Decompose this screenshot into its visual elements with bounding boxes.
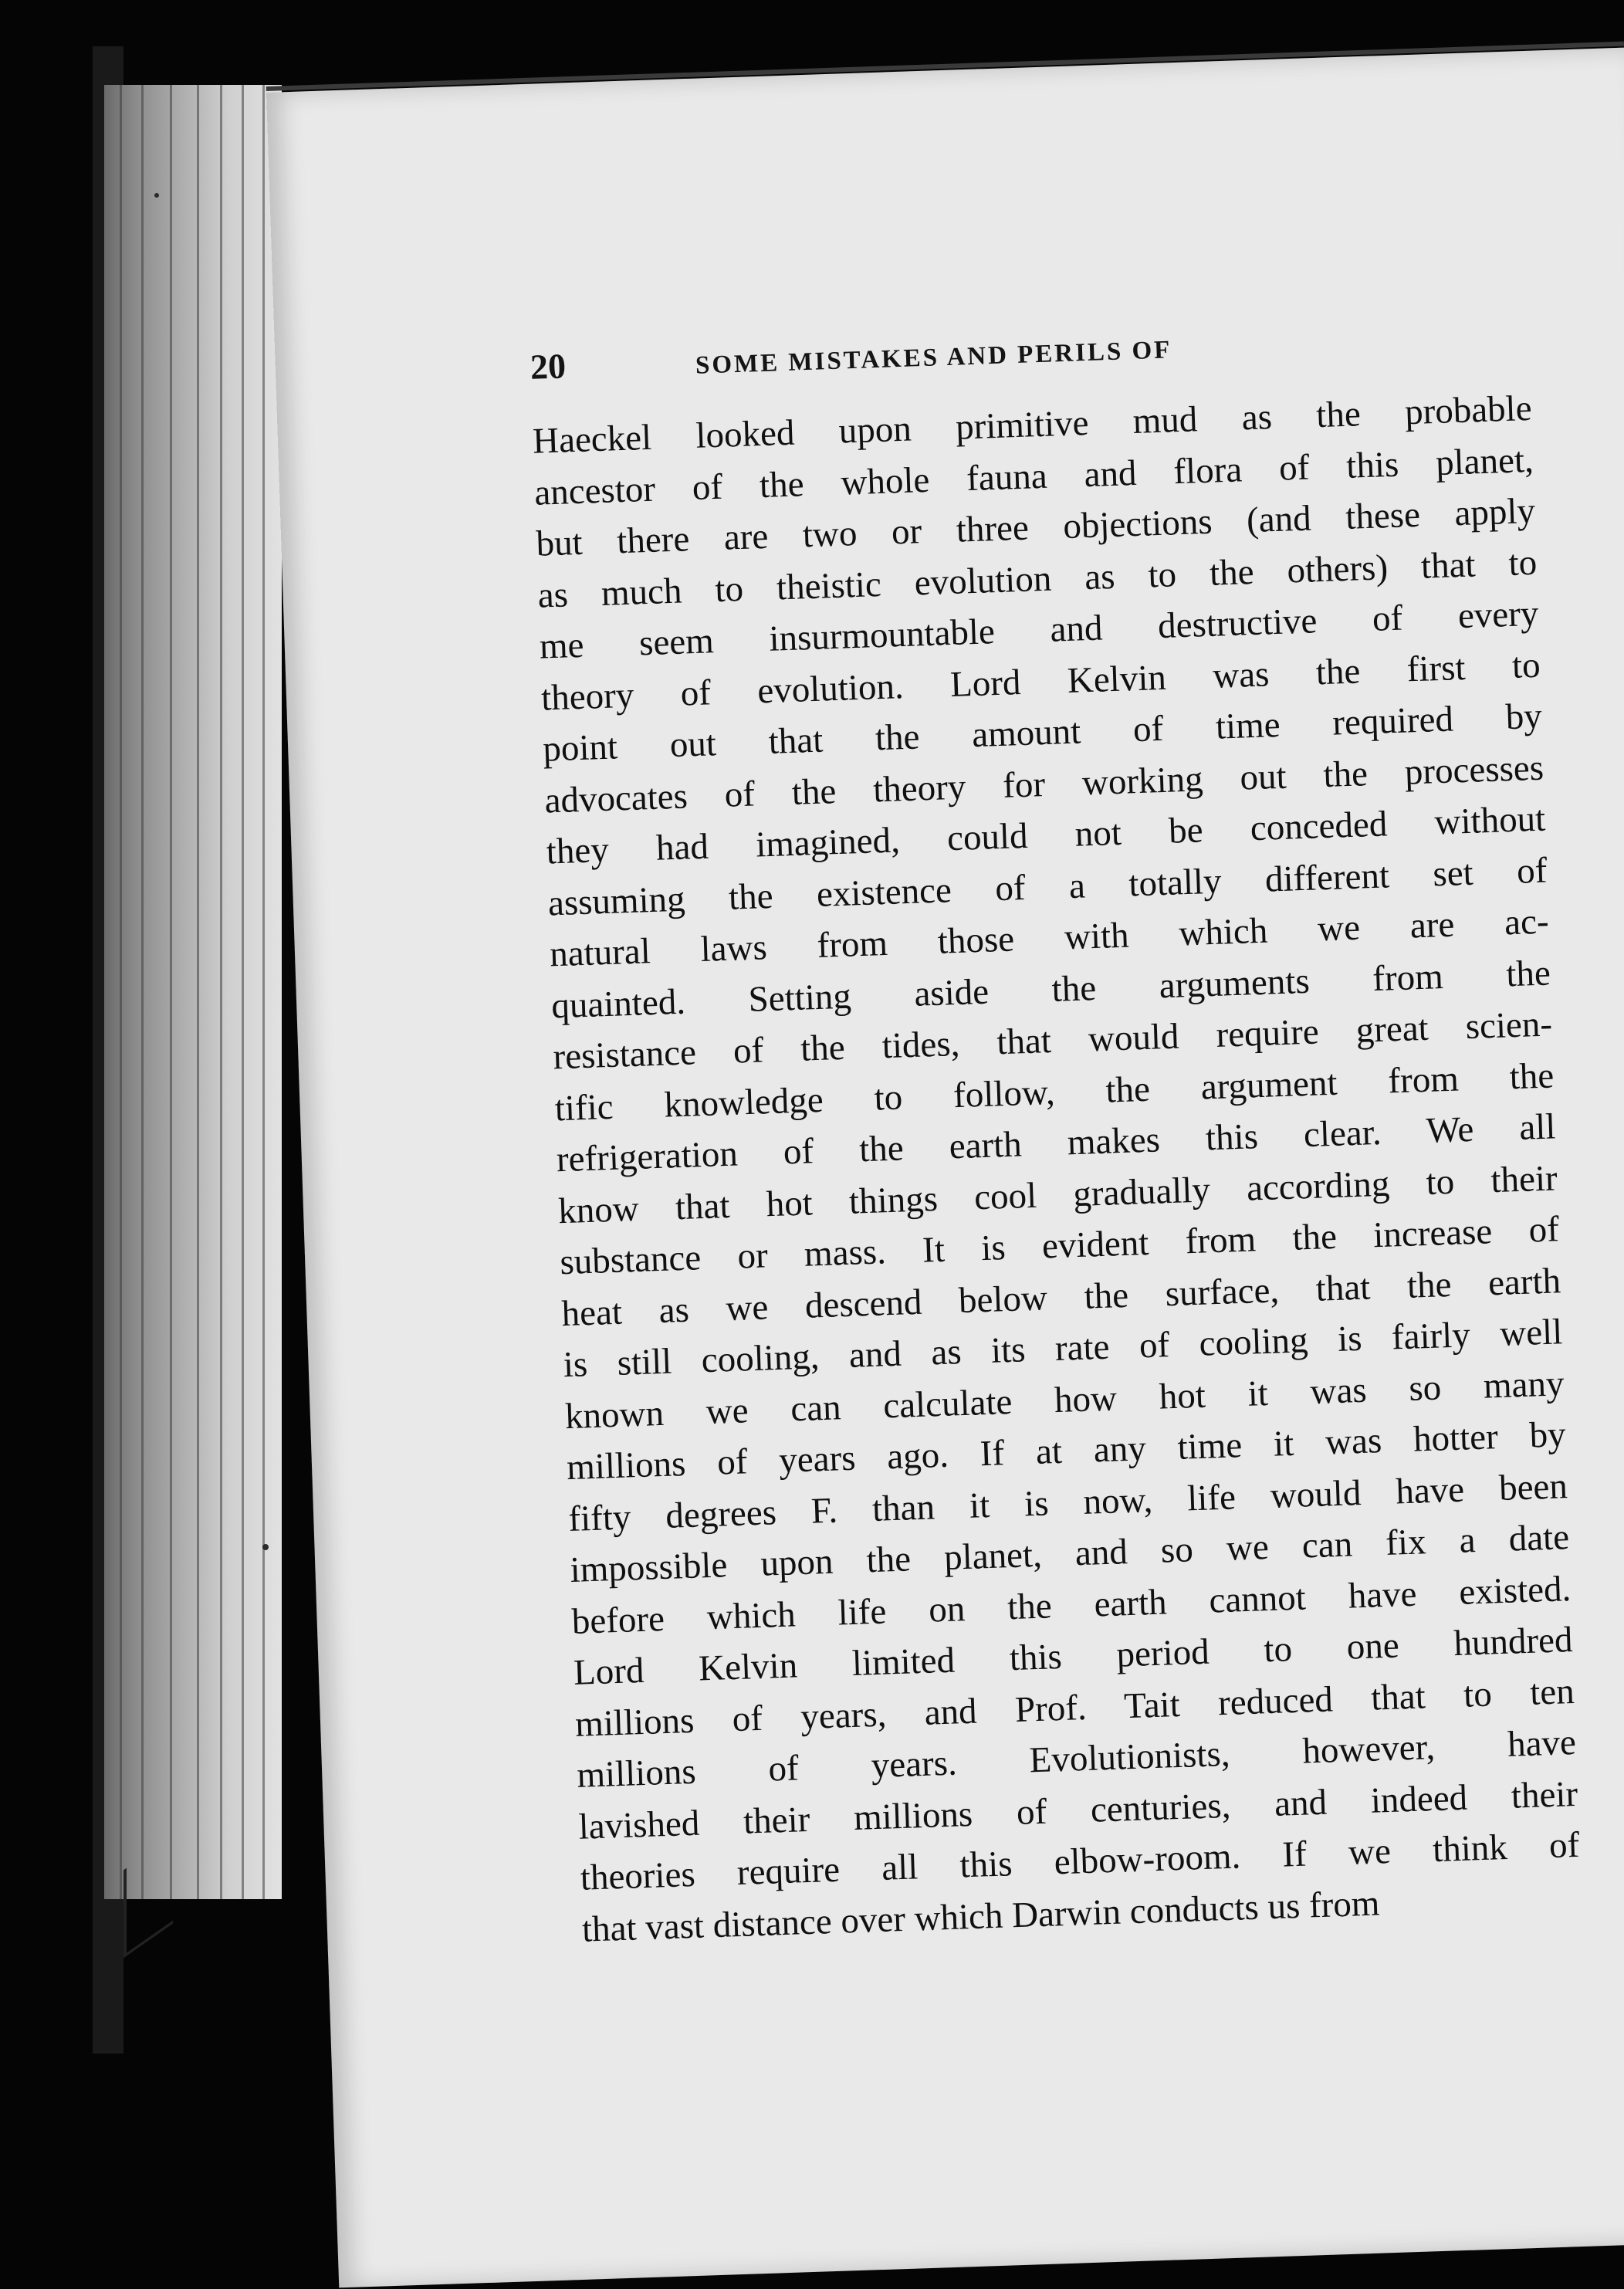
text-line: natural laws from those with which we are ac- <box>549 901 1550 975</box>
text-line: know that hot things cool gradually according to their <box>557 1157 1558 1231</box>
text-line: Lord Kelvin limited this period to one hundred <box>573 1620 1574 1693</box>
text-line: millions of years ago. If at any time it was hotter by <box>566 1414 1567 1488</box>
text-line: heat as we descend below the surface, that the earth <box>560 1260 1561 1334</box>
text-line: as much to theistic evolution as to the others) that to <box>536 542 1538 616</box>
text-line: known we can calculate how hot it was so many <box>564 1363 1565 1437</box>
text-line: millions of years. Evolutionists, however, have <box>576 1722 1577 1796</box>
text-line: Haeckel looked upon primitive mud as the probable <box>532 388 1533 462</box>
page-edge-line <box>242 85 244 1899</box>
page-edge-line <box>197 85 199 1899</box>
text-line: me seem insurmountable and destructive of every <box>539 593 1540 667</box>
text-line: assuming the existence of a totally different set of <box>547 850 1548 923</box>
body-text <box>532 383 1582 1955</box>
text-line: that vast distance over which Darwin conducts us from <box>581 1882 1381 1950</box>
page-edge-line <box>262 85 265 1899</box>
running-head-title: SOME MISTAKES AND PERILS OF <box>695 336 1172 380</box>
page-number: 20 <box>529 346 567 387</box>
dust-speck <box>262 1544 269 1550</box>
dust-speck <box>154 193 159 198</box>
page-top-edge <box>266 42 1624 91</box>
text-line: millions of years, and Prof. Tait reduced that to ten <box>574 1671 1575 1745</box>
text-line: they had imagined, could not be conceded without <box>545 798 1546 872</box>
text-line: but there are two or three objections (and these apply <box>535 490 1536 564</box>
text-line: refrigeration of the earth makes this clear. We all <box>556 1106 1557 1180</box>
text-line: theories require all this elbow-room. If we think of <box>580 1824 1581 1898</box>
running-head <box>529 325 1172 388</box>
page-edge-line <box>120 85 122 1899</box>
text-line: tific knowledge to follow, the argument from the <box>553 1055 1555 1129</box>
book-page <box>266 48 1624 2288</box>
text-line: substance or mass. It is evident from the increase of <box>559 1209 1560 1283</box>
text-line: advocates of the theory for working out the processes <box>543 747 1544 821</box>
page-edge-line <box>141 85 144 1899</box>
page-stack-edges <box>104 85 282 1899</box>
text-line: lavished their millions of centuries, and indeed their <box>577 1773 1578 1847</box>
page-edge-line <box>170 85 172 1899</box>
text-line: ancestor of the whole fauna and flora of this planet, <box>533 439 1534 513</box>
text-line: is still cooling, and as its rate of cooling is fairly well <box>562 1312 1564 1386</box>
text-line: point out that the amount of time required by <box>542 696 1543 770</box>
text-line: resistance of the tides, that would require great scien- <box>552 1004 1553 1078</box>
text-line: before which life on the earth cannot have existed. <box>571 1568 1572 1642</box>
page-edge-line <box>220 85 222 1899</box>
text-line: impossible upon the planet, and so we can fix a date <box>569 1517 1570 1590</box>
text-line: quainted. Setting aside the arguments from the <box>550 952 1551 1026</box>
text-line: theory of evolution. Lord Kelvin was the first to <box>540 645 1541 719</box>
text-line: fifty degrees F. than it is now, life would have been <box>567 1465 1568 1539</box>
